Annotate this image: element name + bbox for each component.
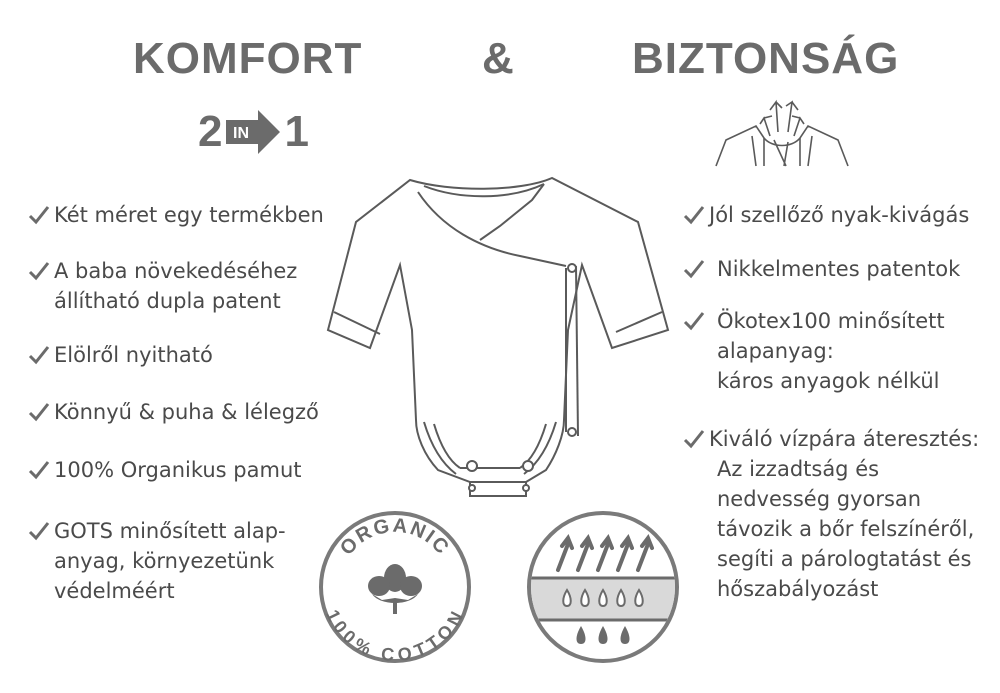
two-in-one-badge <box>198 106 309 158</box>
list-item <box>28 516 286 606</box>
list-item <box>683 254 960 284</box>
bodysuit-icon <box>320 170 680 500</box>
check-icon <box>683 310 705 332</box>
organic-cotton-badge <box>316 508 474 666</box>
badge-in: IN <box>233 125 250 142</box>
feature-line: A baba növekedéséhez <box>54 259 298 283</box>
heading-komfort: KOMFORT <box>133 34 363 83</box>
feature-line: Könnyű & puha & lélegző <box>54 400 319 424</box>
check-icon <box>28 459 50 481</box>
feature-line: Kiváló vízpára áteresztés: <box>709 427 980 451</box>
feature-line: anyag, környezetünk <box>54 549 275 573</box>
feature-line: védelméért <box>54 579 175 603</box>
feature-line: segíti a párologtatást és <box>717 547 972 571</box>
badge-one: 1 <box>284 107 309 156</box>
check-icon <box>28 401 50 423</box>
breathable-fabric-icon <box>524 508 682 666</box>
feature-line: távozik a bőr felszínéről, <box>717 517 975 541</box>
list-item <box>28 200 324 230</box>
feature-line: állítható dupla patent <box>54 289 281 313</box>
check-icon <box>28 344 50 366</box>
feature-line: Jól szellőző nyak-kivágás <box>709 203 970 227</box>
cotton-label: 100% COTTON <box>322 606 468 666</box>
check-icon <box>683 428 705 450</box>
check-icon <box>28 204 50 226</box>
feature-line: Elölről nyitható <box>54 343 213 367</box>
feature-line: Nikkelmentes patentok <box>717 257 961 281</box>
list-item <box>683 424 979 604</box>
list-item <box>28 340 213 370</box>
feature-line: hőszabályozást <box>717 577 879 601</box>
feature-line: Két méret egy termékben <box>54 203 324 227</box>
list-item <box>683 306 945 396</box>
heading-biztonsag: BIZTONSÁG <box>632 34 900 83</box>
cotton-flower-icon <box>368 564 422 614</box>
check-icon <box>28 260 50 282</box>
organic-label: ORGANIC <box>336 514 455 560</box>
feature-line: nedvesség gyorsan <box>717 487 922 511</box>
feature-line: Ökotex100 minősített <box>717 309 945 333</box>
feature-line: GOTS minősített alap- <box>54 519 286 543</box>
arrow-in-icon <box>224 108 282 156</box>
feature-line: Az izzadtság és <box>717 457 880 481</box>
neck-opening-icon <box>712 96 852 168</box>
list-item <box>28 256 297 316</box>
list-item <box>683 200 969 230</box>
check-icon <box>683 258 705 280</box>
feature-line: alapanyag: <box>717 339 834 363</box>
check-icon <box>683 204 705 226</box>
badge-two: 2 <box>198 107 223 156</box>
feature-line: 100% Organikus pamut <box>54 458 302 482</box>
feature-line: káros anyagok nélkül <box>717 369 940 393</box>
list-item <box>28 455 302 485</box>
list-item <box>28 397 319 427</box>
heading-ampersand: & <box>482 34 515 83</box>
check-icon <box>28 520 50 542</box>
